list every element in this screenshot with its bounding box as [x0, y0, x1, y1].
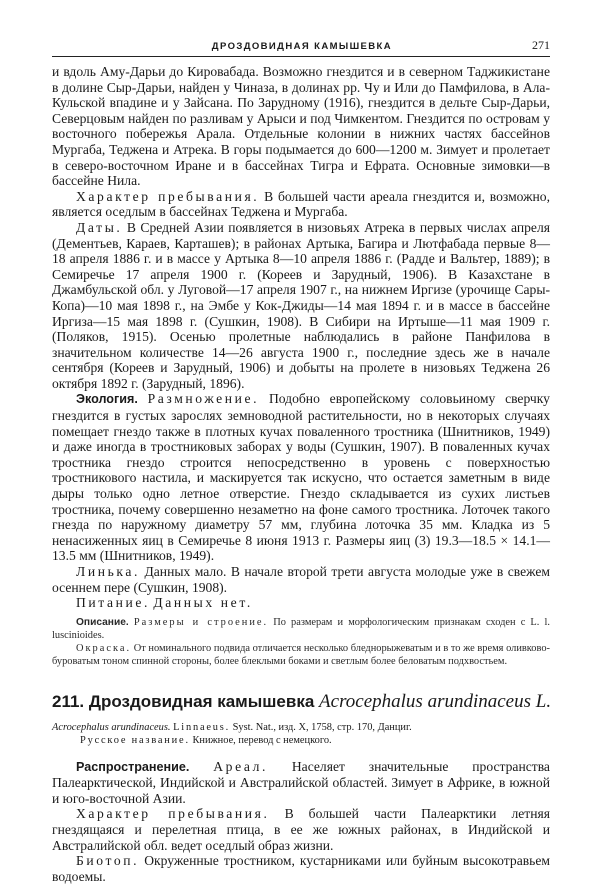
residency-text: В большей части ареала гнездится и, возможно, является оседлым в бассейнах Теджена и Мургаба. — [52, 188, 550, 220]
ecology-paragraph — [52, 391, 550, 564]
species-number-title: 211. Дроздовидная камышевка — [52, 691, 315, 711]
page-header — [52, 38, 550, 57]
area-label: Ареал. — [213, 758, 268, 774]
coloration-label: Окраска. — [76, 643, 132, 655]
spacer — [52, 747, 550, 759]
russian-name-text: Книжное, перевод с немецкого. — [192, 734, 332, 746]
molt-label: Линька. — [76, 564, 140, 579]
food-paragraph — [52, 595, 550, 611]
molt-paragraph — [52, 564, 550, 595]
dates-paragraph — [52, 220, 550, 392]
description-text: По размерам и морфологическим признакам сходен с L. l. luscinioides. — [52, 616, 550, 641]
area-text: Населяет значительные пространства Палеарктической, Индийской и Австралийской областей. Зимует в Африке, в южной и юго-восточной Азии. — [52, 758, 550, 806]
species-residency-paragraph — [52, 806, 550, 853]
ecology-label: Экология. — [76, 392, 138, 407]
species-residency-text: В большей части Палеарктики летняя гнездящаяся и перелетная птица, в ее же южных районах, в Индийской и Австралийской обл. ведет оседлый образ жизни. — [52, 806, 550, 853]
description-label: Описание. — [76, 616, 129, 628]
distribution-paragraph — [52, 759, 550, 807]
dates-text: В Средней Азии появляется в низовьях Атрека в первых числах апреля (Дементьев, Караев, Карташев); в районах Артыка, Багира и Лютфабада первые 8—18 апреля 1886 г. и в массе у Артыка 8—10 апреля 1886 г. (Радде и Вальтер, 1889); в Семиречье 17 апреля 1900 г. (Кореев и Зарудный, 1906). В Казахстане в Джамбульской обл. у Луговой—17 апреля 1907 г., на нижнем Иргизе (урочище Сары-Копа)—10 мая 1898 г., на Эмбе у Кок-Джиды—14 мая 1894 г. и в массе в бассейне Иргиза—15 мая 1898 г. (Сушкин, 1908). В Сибири на Иртыше—11 мая 1909 г. (Поляков, 1915). Осенью пролетные наблюдались в районе Панфилова в значительном количестве 14—26 августа 1900 г., последние здесь же в начале сентября (Кореев и Зарудный, 1906) и добыты на пролете в низовьях Теджена 26 октября 1892 г. (Зарудный, 1896). — [52, 219, 550, 391]
synonym-name: Acrocephalus arundinaceus. — [52, 721, 171, 733]
breeding-text: Подобно европейскому соловьиному сверчку гнездится в густых зарослях земноводной растительности, но в некоторых случаях помещает гнездо также в плотных кучах поваленного тростника (Шнитников, 1949) и даже иногда в тростниковых заборах у воды (Сушкин, 1907). В поваленных кучах тростника гнездо строится непосредственно в уровень с поверхностью тростникового настила, и маскируется так искусно, что остается заметным в виде дыры только одно летное отверстие. Гнездо складывается из сухих листьев тростника, почему совершенно незаметно на фоне самого тростника. Лоточек такого гнезда по наружному диаметру 57 мм, глубина лоточка 35 мм. Кладка из 5 ненасиженных яиц в Семиречье 8 июня 1913 г. Размеры яиц (3) 19.3—18.5 × 14.1—13.5 мм (Шнитников, 1949). — [52, 391, 550, 564]
description-paragraph — [52, 616, 550, 642]
species-latin-name: Acrocephalus arundinaceus L. — [319, 690, 552, 712]
synonymy-block — [52, 721, 550, 747]
breeding-label: Размножение. — [147, 391, 260, 407]
coloration-text: От номинального подвида отличается несколько бледнорыжеватым и в то же время оливково-буроватым тоном спинной стороны, более блеклыми боками и светлым более беловатым подхвостьем. — [52, 643, 550, 668]
molt-text: Данных мало. В начале второй трети августа молодые уже в свежем осеннем пере (Сушкин, 1908). — [52, 564, 550, 595]
distribution-label: Распространение. — [76, 759, 190, 774]
species-heading — [52, 691, 550, 713]
page-number: 271 — [532, 38, 550, 52]
running-title: ДРОЗДОВИДНАЯ КАМЫШЕВКА — [211, 41, 392, 52]
synonym-author: Linnaeus. — [173, 721, 231, 733]
distribution-continuation: и вдоль Аму-Дарьи до Кировабада. Возможно гнездится и в северном Таджикистане в долине Сыр-Дарьи, найден у Чиназа, в долинах рр. Чу и Или до Памфилова, в Ала-Кульской впадине и у Зайсана. По Зарудному (1916), гнездится в дельте Сыр-Дарьи, Северцовым найден по разливам у Арыси и под Чимкентом. Гнездится по островам у восточного побережья Арала. Отдельные колонии в нижних частях бассейнов Мургаба, Теджена и Атрека. В горы подымается до 600—1200 м. Зимует и пролетает в северо-восточном Иране и в бассейнах Тигра и Ефрата. Основные зимовки—в бассейне Нила. — [52, 64, 550, 189]
residency-paragraph — [52, 189, 550, 220]
dates-label: Даты. — [76, 219, 123, 235]
residency-label: Характер пребывания. — [76, 188, 260, 204]
species-residency-label: Характер пребывания. — [76, 806, 270, 822]
book-page — [52, 38, 550, 884]
synonym-reference: Syst. Nat., изд. X, 1758, стр. 170, Данциг. — [232, 721, 412, 733]
russian-name-label: Русское название. — [80, 734, 190, 746]
biotope-text: Окруженные тростником, кустарниками или буйным высокотравьем водоемы. — [52, 853, 550, 884]
biotope-paragraph — [52, 853, 550, 884]
biotope-label: Биотоп. — [76, 853, 140, 869]
food-label: Питание. — [76, 595, 151, 611]
coloration-paragraph — [52, 642, 550, 668]
food-text: Данных нет. — [153, 595, 253, 611]
description-sub-label: Размеры и строение. — [133, 616, 269, 628]
